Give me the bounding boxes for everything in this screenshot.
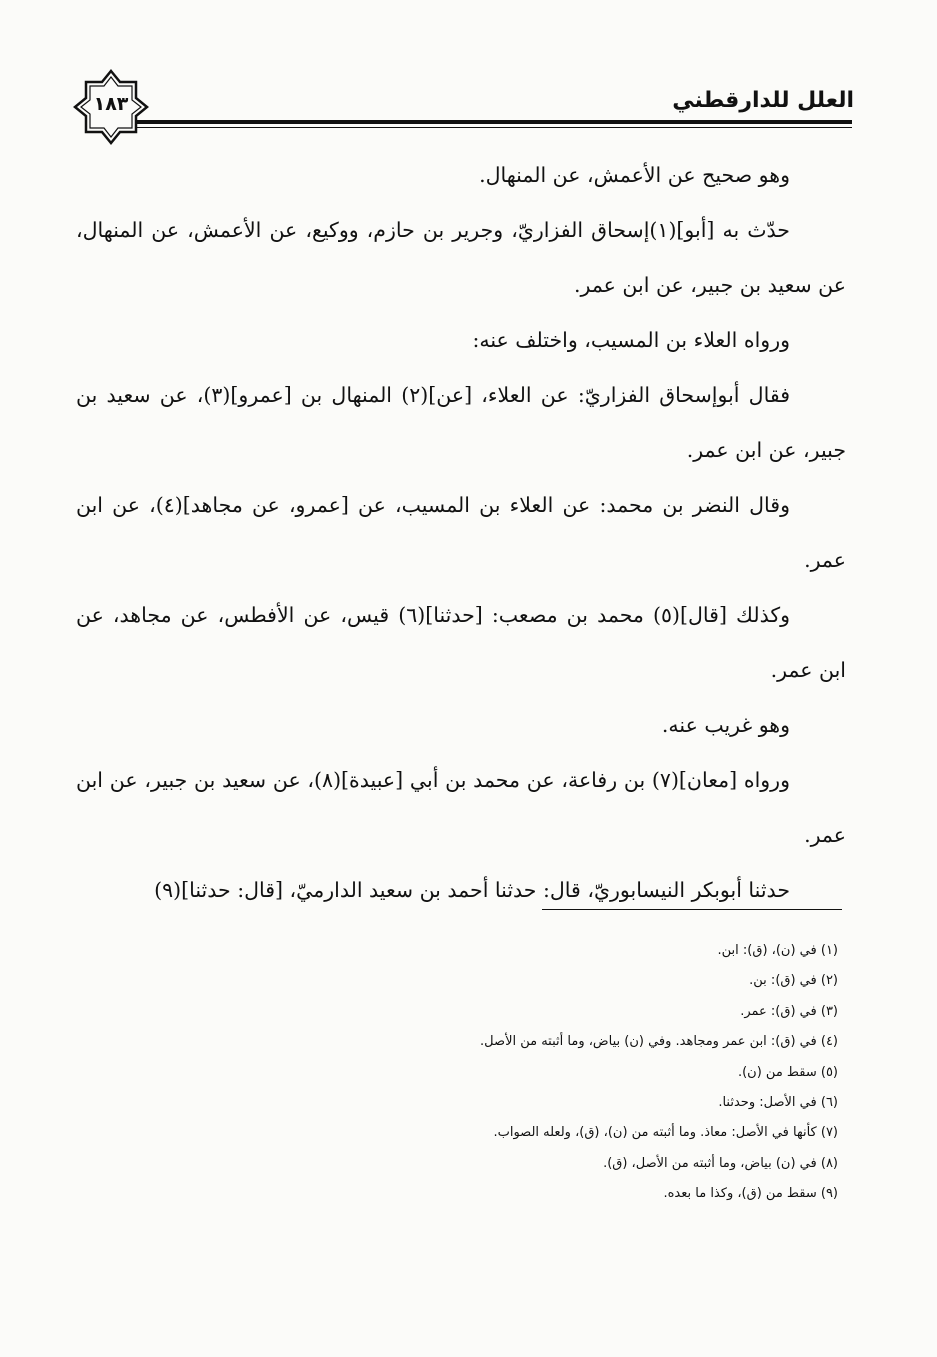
footnote-separator — [542, 909, 842, 910]
footnote: (٢) في (ق): بن. — [749, 973, 838, 989]
paragraph: ورواه العلاء بن المسيب، واختلف عنه: — [472, 328, 790, 352]
header-rule-thick — [134, 120, 852, 124]
paragraph: وكذلك [قال](٥) محمد بن مصعب: [حدثنا](٦) قيس، عن الأفطس، عن مجاهد، عن ابن عمر. — [76, 603, 846, 682]
paragraph: وقال النضر بن محمد: عن العلاء بن المسيب، عن [عمرو، عن مجاهد](٤)، عن ابن عمر. — [76, 493, 846, 572]
paragraph: ورواه [معان](٧) بن رفاعة، عن محمد بن أبي [عبيدة](٨)، عن سعيد بن جبير، عن ابن عمر. — [76, 768, 846, 847]
page-header — [72, 68, 854, 138]
book-title: العلل للدارقطني — [672, 88, 854, 113]
footnote: (٦) في الأصل: وحدثنا. — [718, 1095, 838, 1111]
paragraph: فقال أبوإسحاق الفزاريّ: عن العلاء، [عن](٢) المنهال بن [عمرو](٣)، عن سعيد بن جبير، عن ابن عمر. — [76, 383, 846, 462]
footnote: (٥) سقط من (ن). — [737, 1064, 838, 1080]
footnote: (١) في (ن)، (ق): ابن. — [717, 943, 838, 958]
footnote: (٤) في (ق): ابن عمر ومجاهد. وفي (ن) بياض، وما أثبته من الأصل. — [480, 1034, 838, 1050]
paragraph: حدثنا أبوبكر النيسابوريّ، قال: حدثنا أحمد بن سعيد الدارميّ، [قال: حدثنا](٩) — [154, 878, 790, 902]
main-text — [76, 148, 846, 918]
footnote: (٨) في (ن) بياض، وما أثبته من الأصل، (ق). — [603, 1155, 838, 1171]
page-number-badge — [72, 68, 150, 146]
paragraph: وهو غريب عنه. — [661, 713, 790, 737]
paragraph: حدّث به [أبو](١)إسحاق الفزاريّ، وجرير بن حازم، ووكيع، عن الأعمش، عن المنهال، عن سعيد بن جبير، عن ابن عمر. — [76, 218, 846, 297]
footnote: (٧) كأنها في الأصل: معاذ. وما أثبته من (ن)، (ق)، ولعله الصواب. — [493, 1125, 838, 1141]
footnotes — [390, 936, 838, 1210]
paragraph: وهو صحيح عن الأعمش، عن المنهال. — [479, 163, 790, 187]
footnote: (٩) سقط من (ق)، وكذا ما بعده. — [663, 1186, 838, 1202]
header-rule-thin — [134, 127, 852, 128]
footnote: (٣) في (ق): عمر. — [740, 1003, 838, 1019]
page-number: ١٨٣ — [93, 93, 129, 115]
